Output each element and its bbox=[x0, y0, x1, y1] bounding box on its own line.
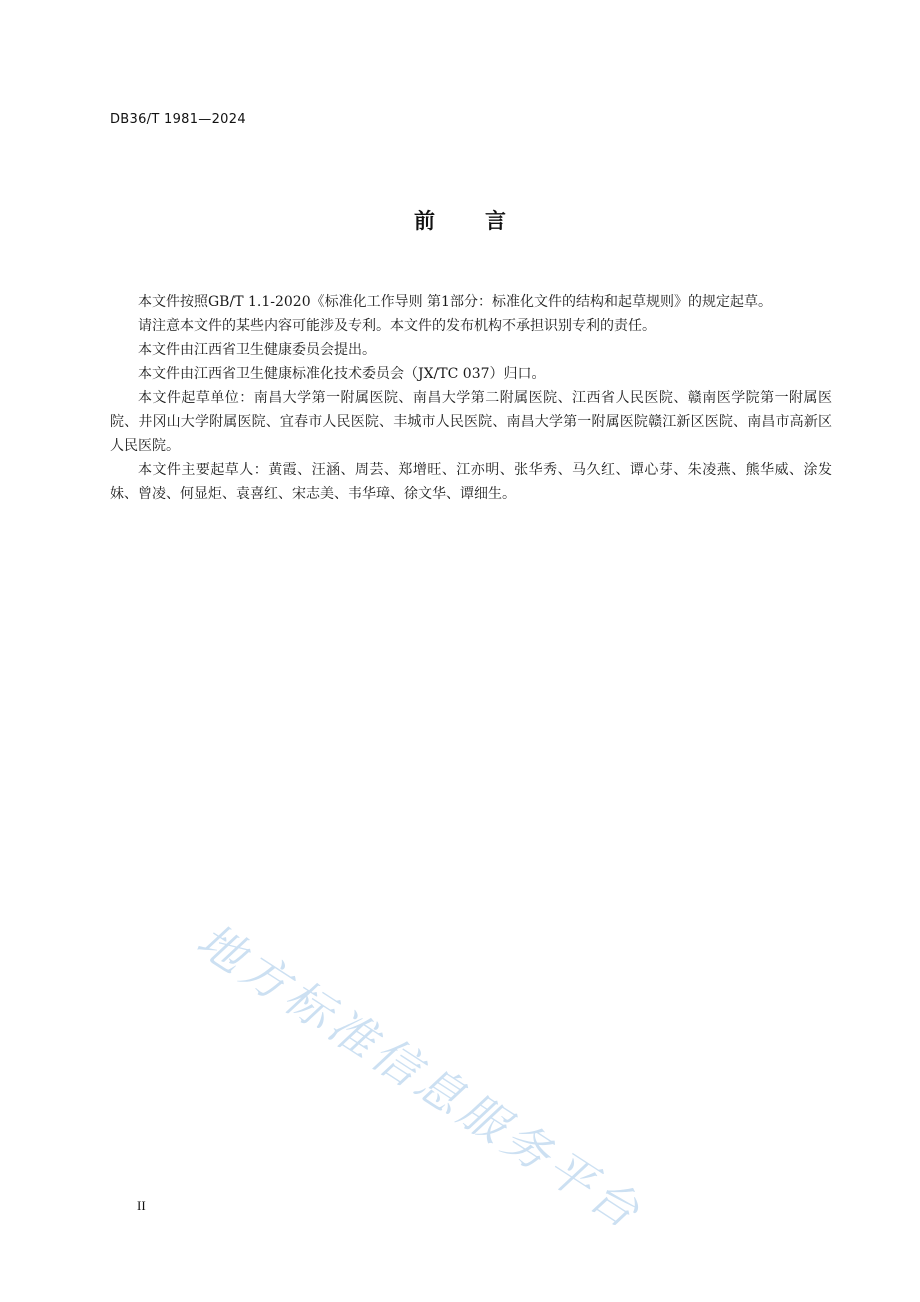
paragraph-proposed-by: 本文件由江西省卫生健康委员会提出。 bbox=[138, 342, 376, 358]
paragraph-drafting-units: 本文件起草单位：南昌大学第一附属医院、南昌大学第二附属医院、江西省人民医院、赣南医学院第一附属医院、井冈山大学附属医院、宜春市人民医院、丰城市人民医院、南昌大学第一附属医院赣江新区医院、南昌市高新区人民医院。 bbox=[110, 390, 832, 454]
paragraph-main-drafters: 本文件主要起草人：黄霞、汪涵、周芸、郑增旺、江亦明、张华秀、马久红、谭心芽、朱凌燕、熊华威、涂发妹、曾凌、何显炬、袁喜红、宋志美、韦华璋、徐文华、谭细生。 bbox=[110, 462, 832, 502]
paragraph-patent-notice: 请注意本文件的某些内容可能涉及专利。本文件的发布机构不承担识别专利的责任。 bbox=[138, 318, 656, 334]
paragraph-drafting-rules: 本文件按照GB/T 1.1-2020《标准化工作导则 第1部分：标准化文件的结构和起草规则》的规定起草。 bbox=[138, 294, 772, 310]
page-title: 前言 bbox=[414, 209, 556, 233]
page-number: II bbox=[137, 1198, 146, 1213]
foreword-body bbox=[110, 290, 832, 506]
paragraph-centralized-by: 本文件由江西省卫生健康标准化技术委员会（JX/TC 037）归口。 bbox=[138, 366, 546, 382]
standard-code: DB36/T 1981—2024 bbox=[110, 112, 246, 127]
watermark: 地方标准信息服务平台 bbox=[187, 912, 654, 1242]
